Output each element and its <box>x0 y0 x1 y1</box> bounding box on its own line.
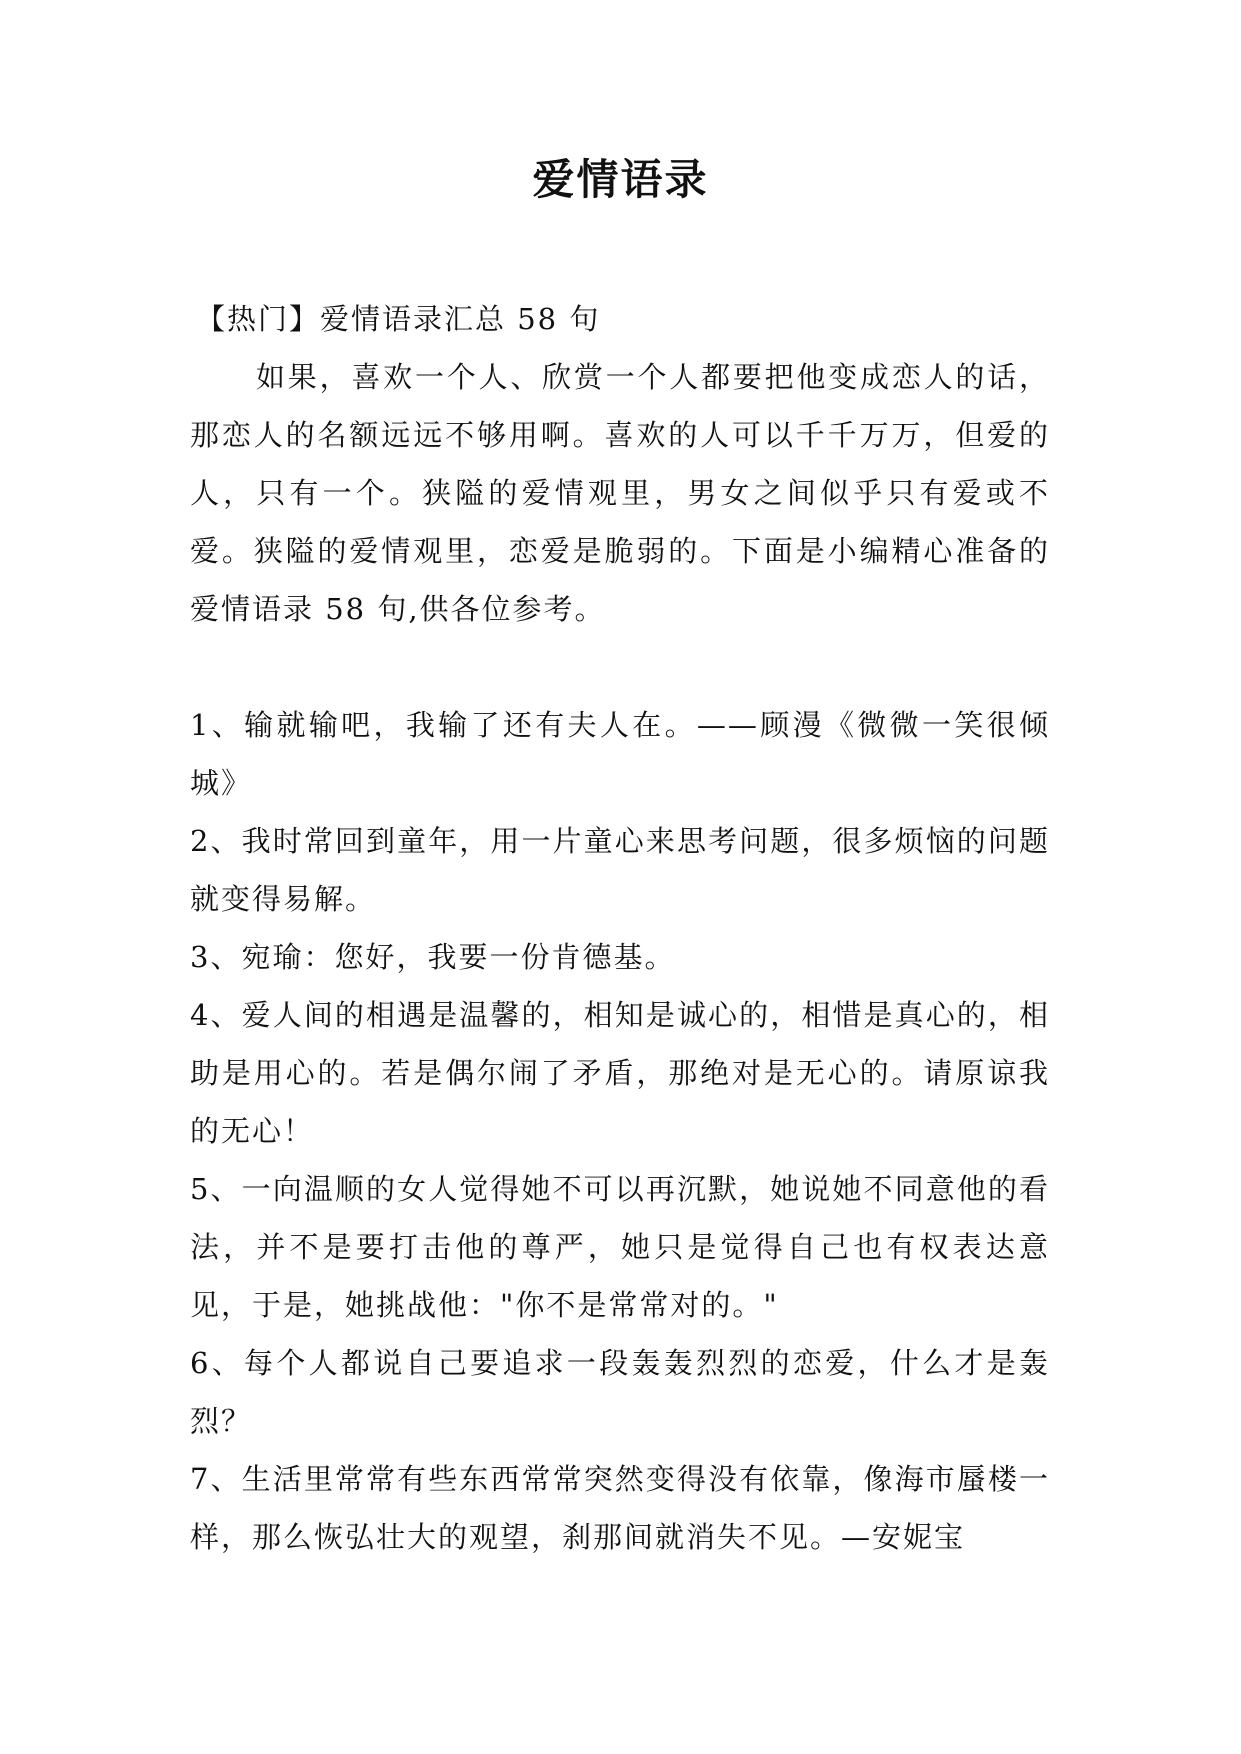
quote-item: 6、每个人都说自己要追求一段轰轰烈烈的恋爱，什么才是轰烈？ <box>190 1346 1050 1438</box>
quote-item: 4、爱人间的相遇是温馨的，相知是诚心的，相惜是真心的，相助是用心的。若是偶尔闹了矛盾，那绝对是无心的。请原谅我的无心！ <box>190 998 1050 1148</box>
document-body <box>190 290 1050 1566</box>
document-subtitle: 【热门】爱情语录汇总 58 句 <box>196 302 601 336</box>
quote-item: 7、生活里常常有些东西常常突然变得没有依靠，像海市蜃楼一样，那么恢弘壮大的观望，刹那间就消失不见。—安妮宝 <box>190 1462 1050 1554</box>
document-title: 爱情语录 <box>532 155 709 204</box>
intro-paragraph: 如果，喜欢一个人、欣赏一个人都要把他变成恋人的话，那恋人的名额远远不够用啊。喜欢的人可以千千万万，但爱的人，只有一个。狭隘的爱情观里，男女之间似乎只有爱或不爱。狭隘的爱情观里，恋爱是脆弱的。下面是小编精心准备的爱情语录 58 句,供各位参考。 <box>190 360 1050 626</box>
quote-item: 5、一向温顺的女人觉得她不可以再沉默，她说她不同意他的看法，并不是要打击他的尊严，她只是觉得自己也有权表达意见，于是，她挑战他："你不是常常对的。" <box>190 1172 1050 1322</box>
quote-item: 2、我时常回到童年，用一片童心来思考问题，很多烦恼的问题就变得易解。 <box>190 824 1050 916</box>
quote-item: 3、宛瑜：您好，我要一份肯德基。 <box>190 940 676 974</box>
quote-item: 1、输就输吧，我输了还有夫人在。——顾漫《微微一笑很倾城》 <box>190 708 1050 800</box>
paragraph-spacer <box>190 638 1050 696</box>
